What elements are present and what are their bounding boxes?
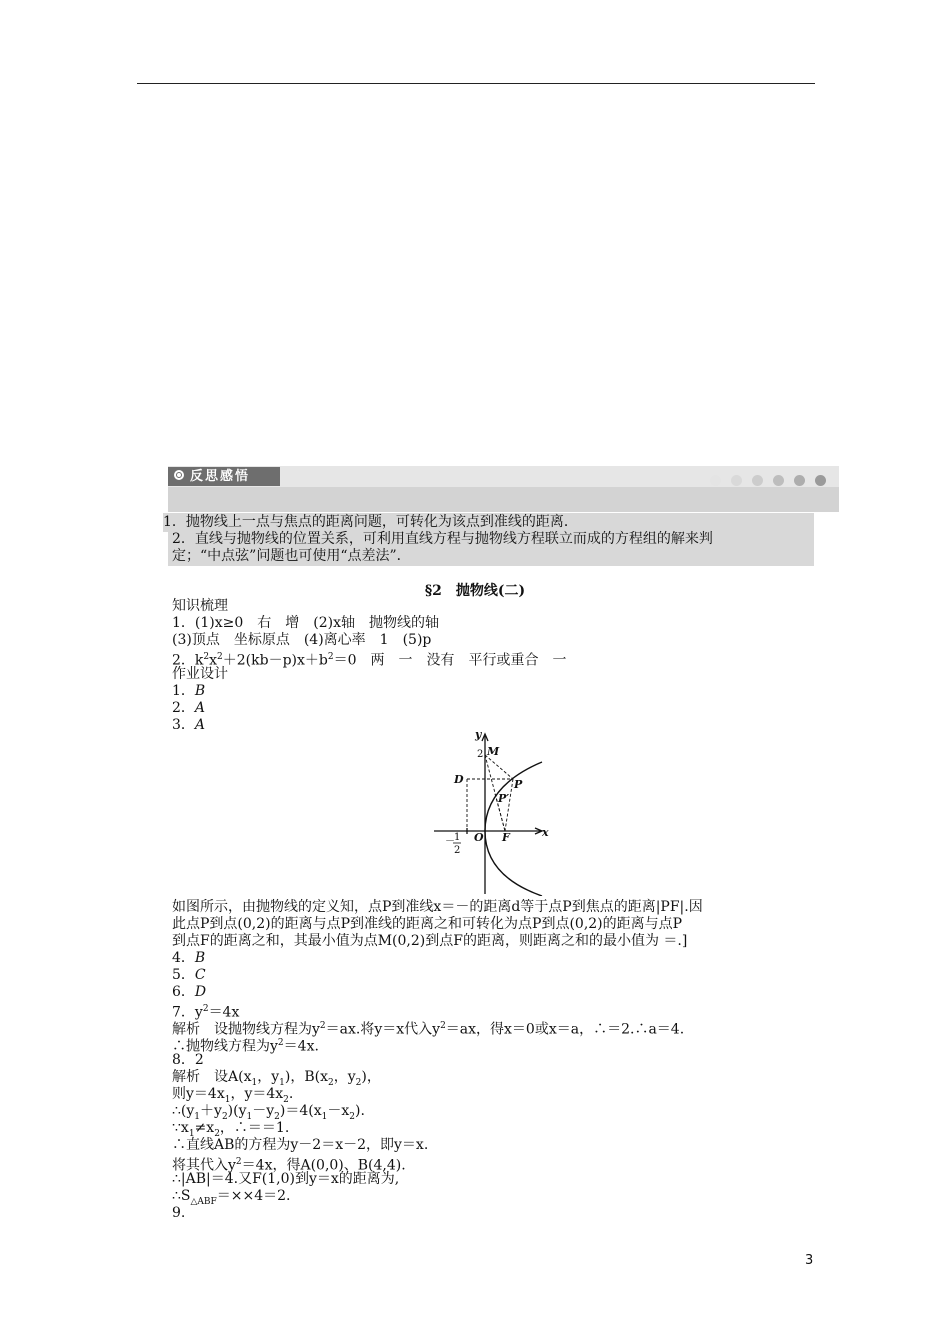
text-segment: .: [288, 1086, 294, 1102]
subscript: 2: [221, 1111, 228, 1122]
segment-PF: [505, 779, 513, 831]
text-segment: 将其代入y: [172, 1157, 236, 1174]
text-segment: 7．y: [172, 1004, 203, 1021]
text-segment: ＝0 两 一 没有 平行或重合 一: [333, 652, 567, 669]
superscript: 2: [440, 1021, 446, 1031]
text-segment: )(y: [227, 1103, 247, 1119]
x-axis-label: x: [542, 826, 549, 839]
subscript: 2: [274, 1111, 280, 1122]
question-number: 3．: [172, 717, 195, 733]
explanation-line: 如图所示，由抛物线的定义知，点P到准线x＝－的距离d等于点P到焦点的距离|PF|.因: [172, 899, 703, 915]
question-number: 2．: [172, 700, 195, 716]
answer-choice: B: [194, 683, 206, 699]
superscript: 2: [217, 652, 223, 662]
banner-dots: [710, 471, 836, 483]
point-Pprime-label: P′: [498, 792, 510, 805]
answer-line: 9.: [172, 1205, 186, 1221]
text-segment: ，∴＝＝1.: [219, 1120, 290, 1136]
subscript: 2: [214, 1128, 220, 1139]
point-P-label: P: [514, 778, 523, 791]
y-axis-label: y: [475, 728, 482, 741]
text-segment: ＋2(kb－p)x＋b: [222, 652, 328, 669]
answer-line: [172, 967, 206, 984]
reflection-line: 1．抛物线上一点与焦点的距离问题，可转化为该点到准线的距离．: [163, 514, 578, 530]
superscript: 2: [202, 1004, 209, 1014]
text-segment: x: [209, 652, 218, 669]
answer-line: [172, 950, 205, 967]
subscript: 1: [321, 1111, 328, 1122]
text-segment: 解析 设抛物线方程为y: [172, 1021, 320, 1038]
superscript: 2: [327, 652, 334, 662]
page-number: 3: [805, 1253, 814, 1268]
question-number: 4．: [172, 950, 195, 966]
subscript: 2: [283, 1094, 289, 1105]
answer-line: 8．2: [172, 1052, 204, 1068]
superscript: 2: [235, 1157, 242, 1167]
superscript: 2: [203, 652, 210, 662]
point-M-label: M: [487, 745, 500, 758]
text-segment: ).: [355, 1103, 365, 1119]
subscript: 1: [246, 1111, 253, 1122]
fraction-numerator: 1: [454, 832, 461, 843]
text-segment: 2．k: [172, 652, 204, 669]
parabola-figure: [430, 728, 554, 896]
superscript: 2: [277, 1038, 284, 1048]
text-segment: ＝4x.: [283, 1038, 319, 1055]
text-segment: ∵x: [172, 1120, 189, 1136]
answer-line: [172, 683, 205, 700]
text-segment: )，: [361, 1069, 381, 1085]
question-number: 5．: [172, 967, 195, 983]
subscript: △ABF: [190, 1196, 217, 1207]
text-segment: ，y＝4x: [230, 1086, 284, 1102]
answer-line: [172, 984, 206, 1001]
banner-dot-icon: [752, 475, 763, 486]
text-segment: ＝ax，得x＝0或x＝a，∴＝2.∴a＝4.: [445, 1021, 685, 1038]
superscript: 2: [319, 1021, 326, 1031]
text-segment: ＝4x: [208, 1004, 240, 1021]
explanation-line: 此点P到点(0,2)的距离与点P到准线的距离之和可转化为点P到点(0,2)的距离与点P: [172, 916, 683, 932]
solution-line: ∴|AB|＝4.又F(1,0)到y＝x的距离为,: [172, 1171, 400, 1187]
subscript: 1: [279, 1077, 285, 1088]
section-title: §2 抛物线(二): [424, 583, 526, 599]
text-segment: ，y: [257, 1069, 280, 1085]
banner-label-text: 反思感悟: [190, 469, 251, 484]
target-icon: [174, 470, 184, 480]
text-segment: ∴(y: [172, 1103, 195, 1119]
subscript: 1: [251, 1077, 258, 1088]
fraction-denominator: 2: [454, 845, 461, 856]
homework-heading: 作业设计: [172, 666, 228, 682]
question-number: 1．: [172, 683, 195, 699]
y-tick-2-label: 2: [477, 749, 484, 760]
answer-choice: A: [194, 700, 206, 716]
focus-F-label: F: [502, 831, 510, 844]
banner-dot-icon: [815, 475, 826, 486]
subscript: 2: [349, 1111, 356, 1122]
text-segment: ＋y: [200, 1103, 222, 1119]
question-number: 6．: [172, 984, 195, 1000]
text-segment: ＝ax.将y＝x代入y: [325, 1021, 441, 1038]
reflection-banner-label: [168, 467, 280, 486]
solution-line: ∴直线AB的方程为y－2＝x－2，即y＝x.: [172, 1137, 429, 1153]
solution-line: [172, 1188, 291, 1211]
subscript: 2: [327, 1077, 334, 1088]
text-segment: 解析 设A(x: [172, 1069, 252, 1085]
text-segment: ＝4x，得A(0,0)、B(4,4).: [241, 1157, 406, 1174]
knowledge-heading: 知识梳理: [172, 598, 228, 614]
text-segment: ∴S: [172, 1188, 191, 1204]
text-segment: )，B(x: [284, 1069, 328, 1085]
answer-choice: D: [194, 984, 207, 1000]
answer-choice: A: [194, 717, 206, 733]
subscript: 1: [188, 1128, 195, 1139]
text-segment: ，y: [333, 1069, 356, 1085]
banner-dot-icon: [710, 475, 721, 486]
answer-choice: B: [194, 950, 206, 966]
answer-choice: C: [194, 967, 206, 983]
banner-dot-icon: [773, 475, 784, 486]
segment-MP: [485, 755, 513, 779]
text-segment: －x: [327, 1103, 350, 1119]
text-segment: 则y＝4x: [172, 1086, 225, 1102]
subscript: 2: [355, 1077, 362, 1088]
point-D-label: D: [454, 773, 464, 786]
banner-dot-icon: [731, 475, 742, 486]
answer-line: [172, 717, 205, 734]
text-segment: ∴抛物线方程为y: [172, 1038, 278, 1055]
text-segment: ＝××4＝2.: [216, 1188, 291, 1204]
answer-line: (3)顶点 坐标原点 (4)离心率 1 (5)p: [172, 632, 432, 648]
text-segment: －y: [252, 1103, 275, 1119]
answer-line: [172, 649, 567, 670]
answer-line: 1．(1)x≥0 右 增 (2)x轴 抛物线的轴: [172, 615, 439, 631]
answer-line: [172, 700, 205, 717]
subscript: 1: [224, 1094, 231, 1105]
origin-label: O: [474, 831, 484, 844]
text-segment: )＝4(x: [279, 1103, 322, 1119]
explanation-line: 到点F的距离之和，其最小值为点M(0,2)到点F的距离，则距离之和的最小值为 ＝.]: [172, 933, 688, 949]
header-rule: [137, 83, 815, 84]
reflection-line: 2．直线与抛物线的位置关系，可利用直线方程与抛物线方程联立而成的方程组的解来判: [172, 531, 713, 547]
text-segment: ≠x: [194, 1120, 215, 1136]
banner-dot-icon: [794, 475, 805, 486]
subscript: 1: [194, 1111, 201, 1122]
reflection-line: 定；“中点弦”问题也可使用“点差法”．: [172, 548, 411, 564]
neg-sign: －: [445, 836, 455, 847]
